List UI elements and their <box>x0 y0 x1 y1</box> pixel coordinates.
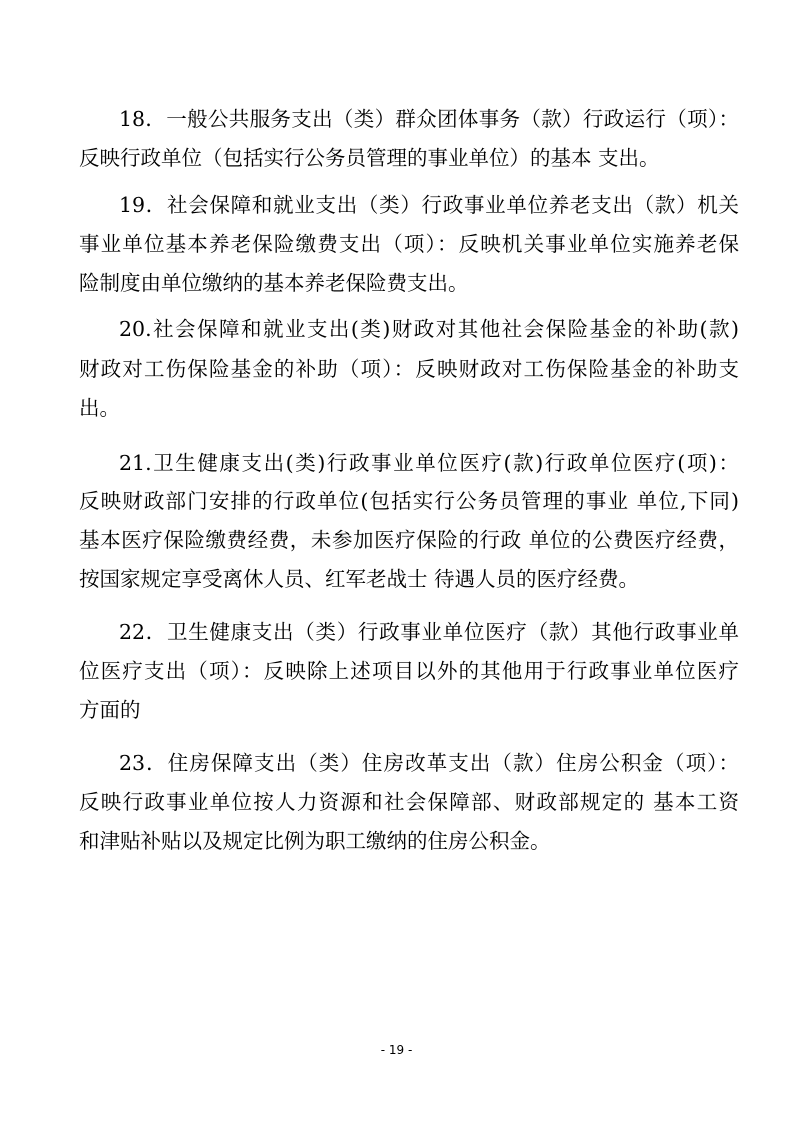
text-line: 险制度由单位缴纳的基本养老保险费支出。 <box>79 271 469 295</box>
text-line: 反映财政部门安排的行政单位(包括实行公务员管理的事业 单位,下同) <box>79 489 739 513</box>
text-line: 反映行政单位（包括实行公务员管理的事业单位）的基本 支出。 <box>79 146 660 170</box>
text-line: 基本医疗保险缴费经费，未参加医疗保险的行政 单位的公费医疗经费， <box>79 528 739 552</box>
text-line: 按国家规定享受离休人员、红军老战士 待遇人员的医疗经费。 <box>79 567 640 591</box>
text-line: 和津贴补贴以及规定比例为职工缴纳的住房公积金。 <box>79 829 551 853</box>
text-line: 事业单位基本养老保险缴费支出（项）：反映机关事业单位实施养老保 <box>79 232 739 256</box>
text-line: 方面的 <box>79 698 141 722</box>
text-line: 19．社会保障和就业支出（类）行政事业单位养老支出（款）机关 <box>119 193 739 217</box>
text-line: 财政对工伤保险基金的补助（项）：反映财政对工伤保险基金的补助支 <box>79 357 739 381</box>
page-number: - 19 - <box>380 1043 413 1057</box>
text-line: 23．住房保障支出（类）住房改革支出（款）住房公积金（项）： <box>119 751 739 775</box>
text-line: 21.卫生健康支出(类)行政事业单位医疗(款)行政单位医疗(项)： <box>119 451 739 475</box>
text-line: 22．卫生健康支出（类）行政事业单位医疗（款）其他行政事业单 <box>119 620 739 644</box>
text-line: 20.社会保障和就业支出(类)财政对其他社会保险基金的补助(款) <box>119 317 739 341</box>
text-line: 位医疗支出（项）：反映除上述项目以外的其他用于行政事业单位医疗 <box>79 659 739 683</box>
text-line: 18．一般公共服务支出（类）群众团体事务（款）行政运行（项）： <box>119 107 739 131</box>
text-line: 出。 <box>79 396 120 420</box>
text-line: 反映行政事业单位按人力资源和社会保障部、财政部规定的 基本工资 <box>79 790 739 814</box>
